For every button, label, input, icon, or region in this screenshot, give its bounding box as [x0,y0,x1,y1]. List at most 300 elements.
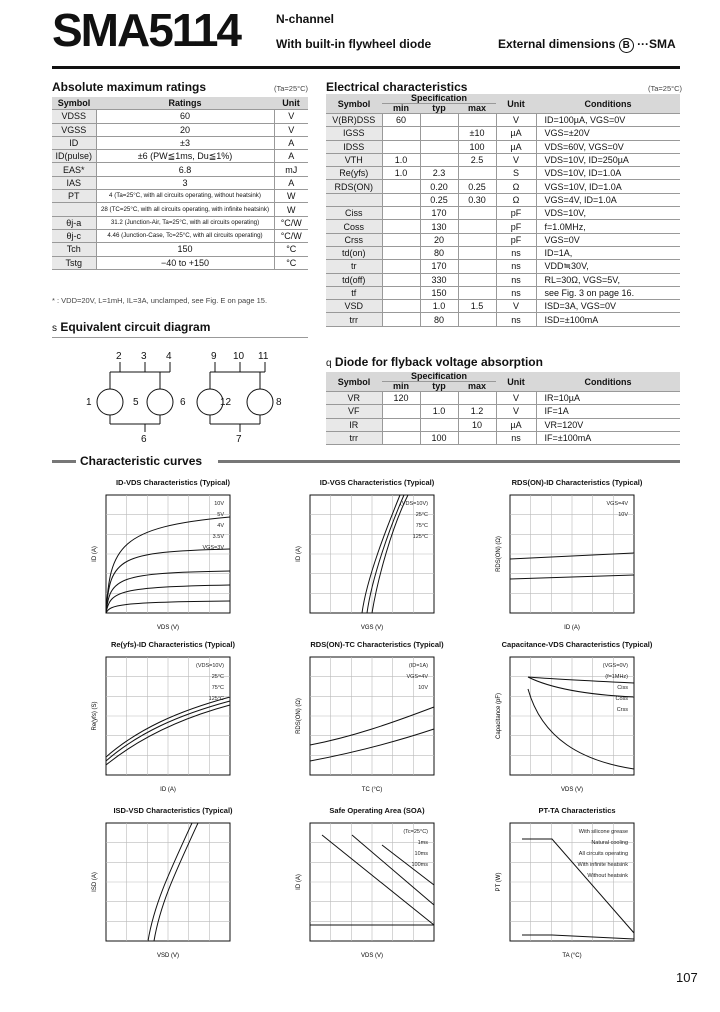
chart-title: Capacitance-VDS Characteristics (Typical) [501,640,653,649]
diode-title: Diode for flyback voltage absorption [334,355,543,369]
cell-min [382,140,420,153]
cell-rating: −40 to +150 [96,256,274,269]
cell-condition: ID=1A, [536,246,680,259]
cell-symbol: EAS* [52,163,96,176]
characteristic-chart [88,478,258,637]
table-row [326,273,680,286]
cell-symbol: Coss [326,220,382,233]
curves-band [52,456,680,467]
table-row [52,216,308,229]
cell-unit: ns [496,431,536,444]
cell-condition: RL=30Ω, VGS=5V, [536,273,680,286]
channel-type: N-channel [276,12,335,26]
cell-typ [420,392,458,405]
ext-dim-code: B [619,38,634,53]
cell-condition: VDS=10V, ID=250µA [536,153,680,166]
cell-symbol: VDSS [52,110,96,123]
cell-unit: ns [496,273,536,286]
cell-min [382,246,420,259]
series-label: Coss [615,696,628,702]
cell-min: 1.0 [382,167,420,180]
cell-symbol: ID [52,136,96,149]
cell-min [382,273,420,286]
cell-symbol [52,203,96,216]
cell-typ: 130 [420,220,458,233]
pin-label: 6 [141,434,147,444]
cell-max: 1.2 [458,405,496,418]
cell-typ: 1.0 [420,405,458,418]
cell-max [458,220,496,233]
ext-dim-label: External dimensions [498,37,616,51]
chart-plot [492,487,662,637]
cell-max: 0.30 [458,193,496,206]
pin-label: 2 [116,351,122,362]
cell-min [382,405,420,418]
series-label: (Tc=25°C) [403,829,428,835]
chart-plot [88,815,258,965]
abs-max-note: * : VDD=20V, L=1mH, IL=3A, unclamped, see Fig. E on page 15. [52,296,268,305]
col-symbol: Symbol [52,97,96,110]
cell-condition: VDS=60V, VGS=0V [536,140,680,153]
y-axis-label: ID (A) [296,546,302,562]
cell-typ [420,114,458,127]
cell-min: 1.0 [382,153,420,166]
cell-max: 1.5 [458,300,496,313]
equiv-title-row [52,320,210,334]
cell-condition: VGS=4V, ID=1.0A [536,193,680,206]
table-row [326,233,680,246]
cell-typ [420,140,458,153]
cell-symbol: td(on) [326,246,382,259]
cell-max [458,392,496,405]
cell-typ: 80 [420,313,458,326]
table-row [52,110,308,123]
cell-max [458,207,496,220]
diode-marker: q [326,358,332,369]
cell-symbol: Crss [326,233,382,246]
table-row [326,180,680,193]
series-label: VGS=3V [202,545,224,551]
pin-label: 5 [133,397,139,408]
chart-title: PT-TA Characteristics [538,806,616,815]
elec-table [326,94,680,327]
series-label: 100ms [411,862,428,868]
col-typ: typ [420,382,458,392]
cell-unit: V [496,405,536,418]
chart-plot [292,815,462,965]
cell-symbol: trr [326,431,382,444]
x-axis-label: VDS (V) [360,953,384,959]
table-row [326,246,680,259]
col-min: min [382,382,420,392]
series-label: (VDS=10V) [196,663,224,669]
diode-title-row [326,355,543,369]
external-dimensions [498,37,676,53]
series-label: (VGS=0V) [602,663,628,669]
col-min: min [382,104,420,114]
cell-symbol: Tstg [52,256,96,269]
table-row [326,392,680,405]
cell-symbol: tr [326,260,382,273]
table-row [326,300,680,313]
col-max: max [458,104,496,114]
series-label: With infinite heatsink [577,862,628,868]
series-label: (f=1MHz) [605,674,628,680]
cell-min [382,313,420,326]
cell-min [382,418,420,431]
abs-max-table [52,97,308,270]
cell-unit: pF [496,207,536,220]
chart-plot [292,487,462,637]
cell-unit: Ω [496,180,536,193]
cell-typ [420,127,458,140]
band-stub-left [52,460,76,463]
x-axis-label: TA (°C) [562,953,582,959]
cell-max [458,167,496,180]
cell-condition: VGS=±20V [536,127,680,140]
y-axis-label: Re(yfs) (S) [92,701,98,731]
series-label: 1ms [417,840,428,846]
col-conditions: Conditions [536,372,680,392]
equiv-marker: s [52,323,57,334]
cell-min [382,193,420,206]
cell-condition: VGS=0V [536,233,680,246]
series-label: 10V [214,501,224,507]
ext-dim-package: ···SMA [637,37,676,51]
cell-max: 100 [458,140,496,153]
cell-symbol: ID(pulse) [52,150,96,163]
cell-typ: 20 [420,233,458,246]
cell-symbol: VR [326,392,382,405]
table-row [326,153,680,166]
part-number: SMA5114 [52,4,241,56]
cell-rating: ±3 [96,136,274,149]
cell-unit: V [274,110,308,123]
cell-max [458,273,496,286]
cell-min [382,300,420,313]
cell-max [458,431,496,444]
cell-rating: 31.2 (Junction-Air, Ta=25°C, with all circuits operating) [96,216,274,229]
x-axis-label: VGS (V) [360,625,384,631]
cell-unit: A [274,176,308,189]
characteristic-chart [492,640,662,799]
y-axis-label: ID (A) [296,874,302,890]
cell-symbol: Tch [52,243,96,256]
cell-condition: IF=±100mA [536,431,680,444]
col-unit: Unit [496,94,536,114]
col-symbol: Symbol [326,372,382,392]
cell-condition: ISD=3A, VGS=0V [536,300,680,313]
pin-label: 3 [141,351,147,362]
cell-typ: 100 [420,431,458,444]
col-typ: typ [420,104,458,114]
cell-unit: V [496,114,536,127]
cell-max [458,233,496,246]
series-label: (VDS=10V) [400,501,428,507]
cell-unit: ns [496,286,536,299]
table-row [52,243,308,256]
col-unit: Unit [274,97,308,110]
chart-title: Safe Operating Area (SOA) [329,806,425,815]
cell-min [382,286,420,299]
col-unit: Unit [496,372,536,392]
characteristic-chart [88,640,258,799]
chart-plot [88,487,258,637]
elec-condition: (Ta=25°C) [648,84,683,93]
y-axis-label: Capacitance (pF) [496,692,502,740]
series-label: Without heatsink [587,873,628,879]
cell-typ: 1.0 [420,300,458,313]
pin-label: 4 [166,351,172,362]
series-label: 125°C [208,696,224,702]
cell-max: 10 [458,418,496,431]
cell-symbol: IR [326,418,382,431]
table-row [52,203,308,216]
chart-title: ID-VGS Characteristics (Typical) [319,478,435,487]
series-label: Natural cooling [591,840,628,846]
cell-condition: IR=10µA [536,392,680,405]
chart-plot [492,649,662,799]
diode-table [326,372,680,445]
cell-unit: ns [496,246,536,259]
series-label: 10ms [414,851,428,857]
cell-typ [420,418,458,431]
cell-unit: Ω [496,193,536,206]
cell-condition: f=1.0MHz, [536,220,680,233]
series-line [322,835,434,925]
cell-unit: W [274,203,308,216]
table-row [326,193,680,206]
cell-rating: 6.8 [96,163,274,176]
series-label: 75°C [211,685,224,691]
cell-condition: VDS=10V, ID=1.0A [536,167,680,180]
cell-symbol [326,193,382,206]
cell-max [458,246,496,259]
abs-max-title: Absolute maximum ratings [52,80,207,94]
cell-unit: µA [496,127,536,140]
series-label: VGS=4V [406,674,428,680]
series-label: 25°C [415,512,428,518]
chart-plot [492,815,662,965]
cell-symbol: IGSS [326,127,382,140]
cell-min [382,180,420,193]
pin-label: 12 [220,397,232,408]
cell-max: ±10 [458,127,496,140]
abs-max-condition: (Ta=25°C) [274,84,309,93]
cell-min [382,431,420,444]
series-label: Crss [616,707,628,713]
cell-rating: 4 (Ta=25°C, with all circuits operating, without heatsink) [96,190,274,203]
cell-max: 2.5 [458,153,496,166]
chart-title: ISD-VSD Characteristics (Typical) [113,806,233,815]
x-axis-label: ID (A) [564,625,580,631]
x-axis-label: VSD (V) [156,953,180,959]
characteristic-chart [292,806,462,965]
cell-symbol: θj-a [52,216,96,229]
cell-min [382,220,420,233]
cell-unit: W [274,190,308,203]
cell-unit: °C [274,243,308,256]
cell-rating: 28 (TC=25°C, with all circuits operating, with infinite heatsink) [96,203,274,216]
cell-unit: °C/W [274,216,308,229]
series-label: 25°C [211,674,224,680]
chart-plot [88,649,258,799]
cell-rating: ±6 (PW≦1ms, Du≦1%) [96,150,274,163]
y-axis-label: RDS(ON) (Ω) [496,536,502,572]
cell-unit: A [274,150,308,163]
table-row [52,150,308,163]
cell-symbol: Ciss [326,207,382,220]
characteristic-chart [492,478,662,637]
table-row [52,190,308,203]
table-row [326,431,680,444]
cell-symbol: td(off) [326,273,382,286]
table-row [326,405,680,418]
series-label: 3.5V [212,534,224,540]
col-conditions: Conditions [536,94,680,114]
characteristic-chart [88,806,258,965]
cell-symbol: IAS [52,176,96,189]
pin-label: 11 [258,351,269,362]
series-label: 4V [217,523,224,529]
cell-unit: pF [496,233,536,246]
pin-label: 8 [276,397,282,408]
equiv-rule [52,337,308,338]
cell-condition: see Fig. 3 on page 16. [536,286,680,299]
cell-typ: 170 [420,207,458,220]
page-number: 107 [676,970,698,985]
cell-unit: A [274,136,308,149]
cell-condition: VGS=10V, ID=1.0A [536,180,680,193]
cell-min [382,127,420,140]
series-label: VGS=4V [606,501,628,507]
equiv-circuit-diagram [80,348,300,444]
pin-label: 7 [236,434,242,444]
cell-min: 120 [382,392,420,405]
table-row [326,114,680,127]
elec-title: Electrical characteristics [326,80,468,94]
x-axis-label: VDS (V) [560,787,584,793]
cell-symbol: IDSS [326,140,382,153]
cell-min [382,260,420,273]
cell-unit: °C [274,256,308,269]
table-row [326,127,680,140]
cell-condition: VDS=10V, [536,207,680,220]
cell-unit: V [274,123,308,136]
cell-max [458,286,496,299]
cell-unit: ns [496,260,536,273]
table-row [326,260,680,273]
cell-condition: ID=100µA, VGS=0V [536,114,680,127]
cell-unit: S [496,167,536,180]
cell-rating: 3 [96,176,274,189]
table-row [52,123,308,136]
table-row [52,136,308,149]
table-row [52,163,308,176]
cell-min [382,233,420,246]
x-axis-label: ID (A) [160,787,176,793]
cell-condition: IF=1A [536,405,680,418]
col-specification: Specification [382,372,496,382]
cell-unit: µA [496,140,536,153]
cell-max: 0.25 [458,180,496,193]
table-row [326,207,680,220]
cell-typ: 0.20 [420,180,458,193]
cell-unit: pF [496,220,536,233]
cell-typ: 80 [420,246,458,259]
col-specification: Specification [382,94,496,104]
series-label: 5V [217,512,224,518]
pin-label: 6 [180,397,186,408]
cell-symbol: V(BR)DSS [326,114,382,127]
cell-unit: µA [496,418,536,431]
chart-title: RDS(ON)-ID Characteristics (Typical) [511,478,643,487]
characteristic-chart [292,478,462,637]
cell-unit: V [496,392,536,405]
cell-unit: °C/W [274,229,308,242]
chart-title: ID-VDS Characteristics (Typical) [115,478,231,487]
cell-typ: 2.3 [420,167,458,180]
cell-symbol: trr [326,313,382,326]
cell-unit: ns [496,313,536,326]
cell-rating: 4.46 (Junction-Case, Tc=25°C, with all circuits operating) [96,229,274,242]
table-row [326,140,680,153]
table-row [326,220,680,233]
cell-typ: 330 [420,273,458,286]
cell-symbol: RDS(ON) [326,180,382,193]
table-row [326,418,680,431]
cell-unit: V [496,300,536,313]
characteristic-chart [292,640,462,799]
cell-condition: ISD=±100mA [536,313,680,326]
y-axis-label: ID (A) [92,546,98,562]
cell-symbol: θj-c [52,229,96,242]
series-label: 10V [418,685,428,691]
series-label: With silicone grease [578,829,628,835]
series-label: 10V [618,512,628,518]
series-label: 125°C [412,534,428,540]
y-axis-label: RDS(ON) (Ω) [296,698,302,734]
cell-symbol: VSD [326,300,382,313]
pin-label: 9 [211,351,217,362]
cell-rating: 20 [96,123,274,136]
table-row [52,229,308,242]
cell-symbol: VGSS [52,123,96,136]
y-axis-label: PT (W) [496,872,502,892]
cell-min: 60 [382,114,420,127]
pin-label: 1 [86,397,92,408]
col-symbol: Symbol [326,94,382,114]
series-label: Ciss [617,685,628,691]
table-row [52,176,308,189]
cell-condition: VDD≒30V, [536,260,680,273]
cell-symbol: Re(yfs) [326,167,382,180]
cell-symbol: PT [52,190,96,203]
table-row [52,256,308,269]
x-axis-label: TC (°C) [361,787,383,793]
series-line [522,935,634,939]
y-axis-label: ISD (A) [92,872,98,892]
cell-unit: mJ [274,163,308,176]
table-row [326,167,680,180]
cell-condition: VR=120V [536,418,680,431]
series-label: (ID=1A) [408,663,428,669]
series-label: All circuits operating [578,851,628,857]
chart-plot [292,649,462,799]
table-row [326,286,680,299]
chart-title: RDS(ON)-TC Characteristics (Typical) [310,640,444,649]
band-line-right [218,460,680,463]
